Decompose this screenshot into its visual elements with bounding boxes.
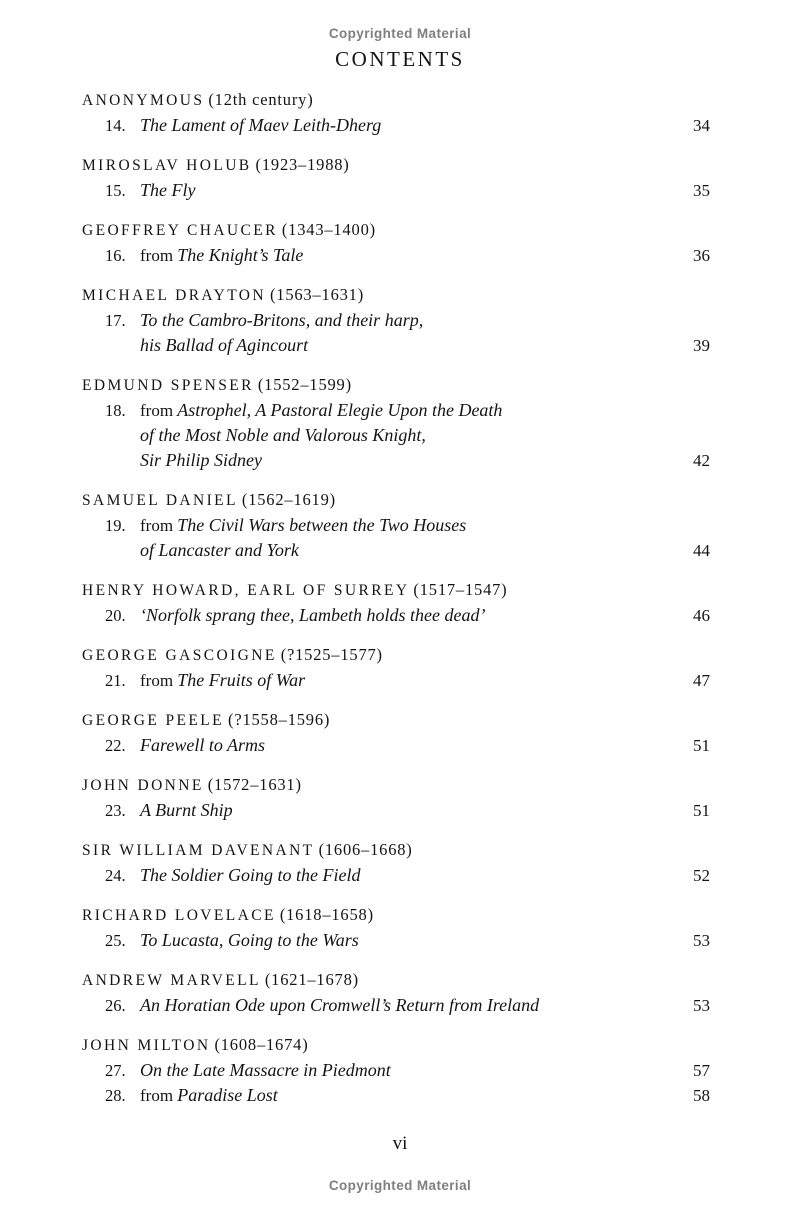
author-dates: (1563–1631) xyxy=(269,285,365,304)
entry-title-line xyxy=(140,398,682,423)
author-dates: (12th century) xyxy=(208,90,314,109)
entry-page: 52 xyxy=(693,866,710,885)
author-dates: (1552–1599) xyxy=(257,375,352,394)
author-group xyxy=(82,282,710,358)
author-group xyxy=(82,967,710,1018)
author-group xyxy=(82,217,710,268)
title-italic-text: On the Late Massacre in Piedmont xyxy=(140,1060,391,1080)
author-name: EDMUND SPENSER xyxy=(82,377,254,394)
entry-page: 39 xyxy=(693,336,710,355)
author-line xyxy=(82,152,710,178)
entry-number: 27. xyxy=(105,1061,126,1080)
title-italic-text: of Lancaster and York xyxy=(140,540,299,560)
entry-page: 58 xyxy=(693,1086,710,1105)
author-line xyxy=(82,487,710,513)
entry-title-line xyxy=(140,113,682,138)
entry-number: 21. xyxy=(105,671,126,690)
toc-entry xyxy=(82,243,710,268)
author-name: SIR WILLIAM DAVENANT xyxy=(82,842,315,859)
entry-title xyxy=(140,398,682,473)
author-name: HENRY HOWARD, EARL OF SURREY xyxy=(82,582,410,599)
toc-entry xyxy=(82,863,710,888)
entry-title-line xyxy=(140,603,682,628)
title-italic-text: To Lucasta, Going to the Wars xyxy=(140,930,359,950)
entry-title-line xyxy=(140,423,682,448)
toc-entry xyxy=(82,733,710,758)
author-line xyxy=(82,707,710,733)
entry-title xyxy=(140,863,682,888)
entry-title xyxy=(140,308,682,358)
entry-page: 53 xyxy=(693,996,710,1015)
entry-title-line xyxy=(140,1083,682,1108)
title-italic-text: ‘Norfolk sprang thee, Lambeth holds thee dead’ xyxy=(140,605,486,625)
entry-number: 15. xyxy=(105,181,126,200)
page-number: vi xyxy=(392,1133,408,1154)
author-line xyxy=(82,372,710,398)
entry-title xyxy=(140,733,682,758)
entry-number: 26. xyxy=(105,996,126,1015)
toc-entry xyxy=(82,398,710,473)
entry-page: 53 xyxy=(693,931,710,950)
author-dates: (1572–1631) xyxy=(207,775,302,794)
entry-title-line xyxy=(140,668,682,693)
author-group xyxy=(82,1032,710,1108)
author-line xyxy=(82,87,710,113)
author-dates: (?1525–1577) xyxy=(280,645,383,664)
author-dates: (1608–1674) xyxy=(214,1035,309,1054)
entry-title-line xyxy=(140,538,682,563)
toc-entry xyxy=(82,1083,710,1108)
entry-title xyxy=(140,928,682,953)
entry-title xyxy=(140,513,682,563)
author-group xyxy=(82,642,710,693)
entry-title xyxy=(140,993,682,1018)
toc-entry xyxy=(82,113,710,138)
author-group xyxy=(82,372,710,473)
author-dates: (1923–1988) xyxy=(255,155,350,174)
toc-entry xyxy=(82,513,710,563)
entry-page: 34 xyxy=(693,116,710,135)
entry-title-line xyxy=(140,1058,682,1083)
title-italic-text: Paradise Lost xyxy=(177,1085,278,1105)
entry-title-line xyxy=(140,928,682,953)
author-name: GEORGE GASCOIGNE xyxy=(82,647,277,664)
author-group xyxy=(82,837,710,888)
author-line xyxy=(82,1032,710,1058)
toc-entry xyxy=(82,308,710,358)
entry-title xyxy=(140,243,682,268)
toc-entry xyxy=(82,993,710,1018)
entry-number: 23. xyxy=(105,801,126,820)
title-italic-text: The Civil Wars between the Two Houses xyxy=(177,515,467,535)
author-dates: (1606–1668) xyxy=(318,840,413,859)
title-italic-text: The Lament of Maev Leith-Dherg xyxy=(140,115,382,135)
author-dates: (1562–1619) xyxy=(241,490,336,509)
author-dates: (1517–1547) xyxy=(413,580,508,599)
title-italic-text: A Burnt Ship xyxy=(140,800,233,820)
entry-title-line xyxy=(140,733,682,758)
author-dates: (1343–1400) xyxy=(281,220,376,239)
entry-number: 16. xyxy=(105,246,126,265)
author-dates: (?1558–1596) xyxy=(228,710,331,729)
entry-page: 44 xyxy=(693,541,710,560)
title-italic-text: The Fly xyxy=(140,180,196,200)
entry-title-line xyxy=(140,243,682,268)
page-title: CONTENTS xyxy=(335,47,465,71)
author-name: ANDREW MARVELL xyxy=(82,972,261,989)
title-roman-text: from xyxy=(140,246,178,265)
author-name: RICHARD LOVELACE xyxy=(82,907,276,924)
entry-number: 18. xyxy=(105,401,126,420)
author-group xyxy=(82,87,710,138)
entry-page: 47 xyxy=(693,671,710,690)
author-group xyxy=(82,487,710,563)
entry-number: 22. xyxy=(105,736,126,755)
toc-entry xyxy=(82,1058,710,1083)
entry-page: 51 xyxy=(693,736,710,755)
entry-title-line xyxy=(140,308,682,333)
title-roman-text: from xyxy=(140,516,178,535)
entry-title-line xyxy=(140,798,682,823)
title-italic-text: An Horatian Ode upon Cromwell’s Return from Ireland xyxy=(140,995,540,1015)
author-line xyxy=(82,837,710,863)
entry-page: 42 xyxy=(693,451,710,470)
author-dates: (1621–1678) xyxy=(264,970,359,989)
entry-page: 57 xyxy=(693,1061,710,1080)
entry-page: 36 xyxy=(693,246,710,265)
author-line xyxy=(82,642,710,668)
toc-entry xyxy=(82,178,710,203)
copyright-notice-top: Copyrighted Material xyxy=(328,26,472,41)
title-italic-text: Astrophel, A Pastoral Elegie Upon the Death xyxy=(177,400,503,420)
entry-number: 17. xyxy=(105,311,126,330)
author-line xyxy=(82,772,710,798)
author-line xyxy=(82,217,710,243)
entry-number: 28. xyxy=(105,1086,126,1105)
entry-number: 25. xyxy=(105,931,126,950)
entry-page: 51 xyxy=(693,801,710,820)
entry-page: 46 xyxy=(693,606,710,625)
title-roman-text: from xyxy=(140,671,178,690)
author-group xyxy=(82,707,710,758)
entry-number: 20. xyxy=(105,606,126,625)
title-italic-text: To the Cambro-Britons, and their harp, xyxy=(140,310,424,330)
author-line xyxy=(82,967,710,993)
entry-page: 35 xyxy=(693,181,710,200)
author-line xyxy=(82,577,710,603)
author-name: ANONYMOUS xyxy=(82,92,205,109)
entry-title-line xyxy=(140,863,682,888)
author-line xyxy=(82,902,710,928)
entry-number: 19. xyxy=(105,516,126,535)
entry-title xyxy=(140,1058,682,1083)
title-italic-text: his Ballad of Agincourt xyxy=(140,335,309,355)
copyright-notice-bottom: Copyrighted Material xyxy=(328,1178,472,1193)
author-name: GEORGE PEELE xyxy=(82,712,225,729)
entry-title-line xyxy=(140,178,682,203)
entry-title-line xyxy=(140,448,682,473)
title-italic-text: The Fruits of War xyxy=(177,670,306,690)
author-line xyxy=(82,282,710,308)
entry-title xyxy=(140,1083,682,1108)
title-roman-text: from xyxy=(140,1086,178,1105)
contents-list xyxy=(82,87,710,1108)
title-roman-text: from xyxy=(140,401,178,420)
entry-title xyxy=(140,668,682,693)
entry-title xyxy=(140,798,682,823)
title-italic-text: Sir Philip Sidney xyxy=(140,450,262,470)
author-group xyxy=(82,577,710,628)
toc-entry xyxy=(82,668,710,693)
entry-title xyxy=(140,113,682,138)
entry-title xyxy=(140,178,682,203)
toc-entry xyxy=(82,928,710,953)
author-name: JOHN MILTON xyxy=(82,1037,211,1054)
title-italic-text: Farewell to Arms xyxy=(140,735,265,755)
author-dates: (1618–1658) xyxy=(279,905,374,924)
title-italic-text: of the Most Noble and Valorous Knight, xyxy=(140,425,426,445)
author-group xyxy=(82,152,710,203)
author-group xyxy=(82,772,710,823)
author-name: GEOFFREY CHAUCER xyxy=(82,222,278,239)
author-name: SAMUEL DANIEL xyxy=(82,492,238,509)
title-italic-text: The Knight’s Tale xyxy=(177,245,304,265)
entry-number: 14. xyxy=(105,116,126,135)
author-name: MIROSLAV HOLUB xyxy=(82,157,252,174)
author-name: JOHN DONNE xyxy=(82,777,204,794)
entry-number: 24. xyxy=(105,866,126,885)
entry-title-line xyxy=(140,513,682,538)
author-name: MICHAEL DRAYTON xyxy=(82,287,266,304)
toc-entry xyxy=(82,603,710,628)
toc-entry xyxy=(82,798,710,823)
entry-title xyxy=(140,603,682,628)
entry-title-line xyxy=(140,993,682,1018)
author-group xyxy=(82,902,710,953)
entry-title-line xyxy=(140,333,682,358)
title-italic-text: The Soldier Going to the Field xyxy=(140,865,361,885)
